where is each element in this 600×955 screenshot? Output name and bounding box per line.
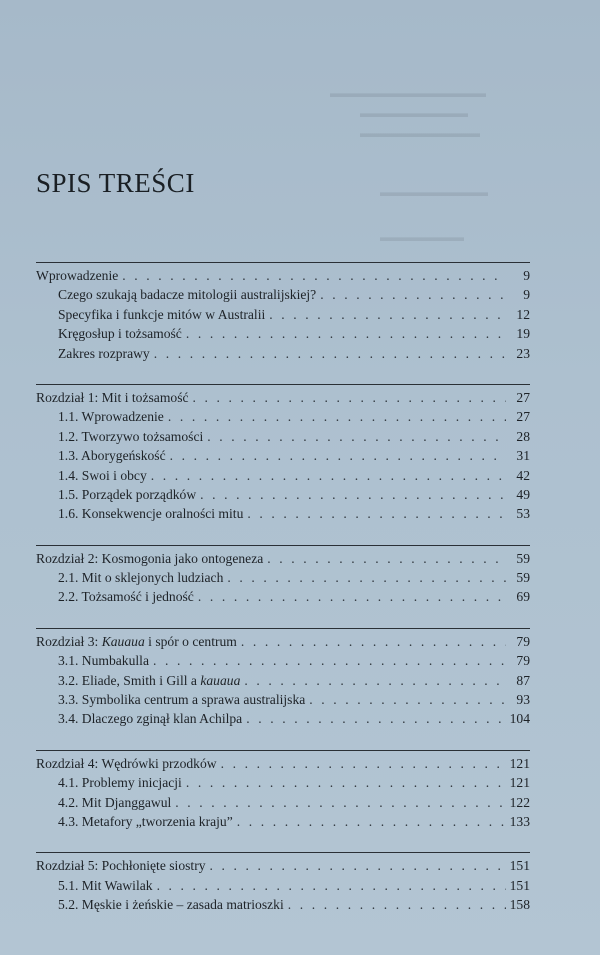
dot-leader <box>157 876 506 895</box>
dot-leader <box>198 587 506 606</box>
toc-subentry <box>36 324 530 343</box>
entry-label: 1.5. Porządek porządków <box>58 486 197 502</box>
toc-subentry <box>36 773 530 792</box>
toc-chapter-entry <box>36 388 530 407</box>
entry-page-number: 59 <box>516 570 530 586</box>
dot-leader <box>267 549 506 568</box>
entry-page-number: 23 <box>516 345 530 361</box>
entry-page-number: 19 <box>516 326 530 342</box>
entry-page-number: 9 <box>523 268 530 283</box>
dot-leader <box>151 466 506 485</box>
dot-leader <box>221 754 506 773</box>
dot-leader <box>170 446 506 465</box>
entry-label: 1.6. Konsekwencje oralności mitu <box>58 506 244 522</box>
dot-leader <box>175 793 505 812</box>
entry-label: 2.1. Mit o sklejonych ludziach <box>58 570 224 586</box>
toc-subentry <box>36 709 530 728</box>
entry-page-number: 104 <box>509 711 530 727</box>
toc-subentry <box>36 793 530 812</box>
entry-page-number: 151 <box>509 858 530 874</box>
entry-label: Rozdział 2: Kosmogonia jako ontogeneza <box>36 550 264 566</box>
entry-page-number: 121 <box>509 775 530 791</box>
bleed-through-text: ▬▬▬▬▬▬▬▬▬▬▬▬▬ <box>330 86 486 100</box>
toc-subentry <box>36 466 530 485</box>
entry-label: 5.2. Męskie i żeńskie – zasada matrioszki <box>58 897 284 913</box>
entry-label: Specyfika i funkcje mitów w Australii <box>58 306 266 322</box>
dot-leader <box>269 305 506 324</box>
dot-leader <box>246 709 505 728</box>
dot-leader <box>320 285 506 304</box>
entry-page-number: 69 <box>516 589 530 605</box>
entry-label: Rozdział 4: Wędrówki przodków <box>36 755 217 771</box>
toc-subentry <box>36 407 530 426</box>
bleed-through-text: ▬▬▬▬▬▬▬▬▬ <box>360 106 468 120</box>
bleed-through-text: ▬▬▬▬▬▬▬ <box>380 230 464 244</box>
entry-label: Kręgosłup i tożsamość <box>58 326 182 342</box>
entry-label: Zakres rozprawy <box>58 345 150 361</box>
toc-subentry <box>36 485 530 504</box>
entry-page-number: 27 <box>516 389 530 405</box>
toc-subentry <box>36 671 530 690</box>
bleed-through-text: ▬▬▬▬▬▬▬▬▬ <box>380 185 488 199</box>
dot-leader <box>168 407 506 426</box>
dot-leader <box>207 427 506 446</box>
dot-leader <box>186 324 506 343</box>
entry-label: 5.1. Mit Wawilak <box>58 877 153 893</box>
section-gap <box>36 831 530 852</box>
entry-label: Rozdział 1: Mit i tożsamość <box>36 389 189 405</box>
entry-label: Wprowadzenie <box>36 268 119 283</box>
entry-page-number: 79 <box>516 633 530 649</box>
section-gap <box>36 607 530 628</box>
entry-label: 1.1. Wprowadzenie <box>58 409 164 425</box>
dot-leader <box>210 856 506 875</box>
toc-subentry <box>36 305 530 324</box>
entry-page-number: 28 <box>516 428 530 444</box>
toc-subentry <box>36 876 530 895</box>
entry-page-number: 133 <box>509 813 530 829</box>
dot-leader <box>193 388 506 407</box>
dot-leader <box>288 895 506 914</box>
entry-label: 3.1. Numbakulla <box>58 653 149 669</box>
dot-leader <box>309 690 506 709</box>
entry-page-number: 93 <box>516 692 530 708</box>
entry-page-number: 122 <box>509 794 530 810</box>
entry-label: Rozdział 5: Pochłonięte siostry <box>36 858 206 874</box>
dot-leader <box>247 504 506 523</box>
dot-leader <box>244 671 506 690</box>
toc-chapter-entry <box>36 549 530 568</box>
entry-label: 3.4. Dlaczego zginął klan Achilpa <box>58 711 243 727</box>
toc-subentry <box>36 651 530 670</box>
toc-chapter-entry <box>36 856 530 875</box>
section-gap <box>36 729 530 750</box>
page-title: SPIS TREŚCI <box>36 168 195 198</box>
toc-chapter-entry <box>36 632 530 651</box>
toc-section <box>36 545 530 607</box>
toc-subentry <box>36 504 530 523</box>
entry-page-number: 151 <box>509 877 530 893</box>
section-gap <box>36 524 530 545</box>
toc-subentry <box>36 446 530 465</box>
entry-label: 4.1. Problemy inicjacji <box>58 775 182 791</box>
toc-subentry <box>36 690 530 709</box>
toc-chapter-entry <box>36 266 530 285</box>
entry-label: Czego szukają badacze mitologii australijskiej? <box>58 287 317 303</box>
dot-leader <box>227 568 506 587</box>
entry-page-number: 53 <box>516 506 530 522</box>
dot-leader <box>241 632 506 651</box>
entry-page-number: 79 <box>516 653 530 669</box>
dot-leader <box>122 266 506 285</box>
dot-leader <box>237 812 506 831</box>
entry-page-number: 12 <box>516 306 530 322</box>
entry-page-number: 42 <box>516 467 530 483</box>
toc-section <box>36 628 530 729</box>
toc-section <box>36 262 530 363</box>
toc-subentry <box>36 587 530 606</box>
entry-label: 4.3. Metafory „tworzenia kraju” <box>58 813 233 829</box>
entry-label: 1.4. Swoi i obcy <box>58 467 147 483</box>
toc-section <box>36 852 530 914</box>
table-of-contents <box>36 262 530 915</box>
dot-leader <box>154 344 506 363</box>
toc-subentry <box>36 344 530 363</box>
entry-page-number: 158 <box>509 897 530 913</box>
toc-subentry <box>36 285 530 304</box>
entry-page-number: 87 <box>516 672 530 688</box>
toc-subentry <box>36 427 530 446</box>
dot-leader <box>153 651 506 670</box>
entry-page-number: 31 <box>516 448 530 464</box>
bleed-through-text: ▬▬▬▬▬▬▬▬▬▬ <box>360 126 480 140</box>
toc-chapter-entry <box>36 754 530 773</box>
dot-leader <box>200 485 506 504</box>
entry-page-number: 59 <box>516 550 530 566</box>
entry-label: 1.3. Aborygeńskość <box>58 448 166 464</box>
toc-section <box>36 384 530 524</box>
entry-label: 3.2. Eliade, Smith i Gill a kauaua <box>58 672 241 688</box>
entry-label: 4.2. Mit Djanggawul <box>58 794 172 810</box>
toc-section <box>36 750 530 832</box>
entry-label: 1.2. Tworzywo tożsamości <box>58 428 204 444</box>
entry-label: Rozdział 3: Kauaua i spór o centrum <box>36 633 237 649</box>
toc-subentry <box>36 568 530 587</box>
entry-page-number: 27 <box>516 409 530 425</box>
toc-subentry <box>36 895 530 914</box>
entry-page-number: 121 <box>509 755 530 771</box>
dot-leader <box>186 773 506 792</box>
toc-subentry <box>36 812 530 831</box>
entry-page-number: 49 <box>516 486 530 502</box>
entry-label: 2.2. Tożsamość i jedność <box>58 589 194 605</box>
section-gap <box>36 363 530 384</box>
entry-page-number: 9 <box>523 287 530 303</box>
entry-label: 3.3. Symbolika centrum a sprawa australijska <box>58 692 306 708</box>
